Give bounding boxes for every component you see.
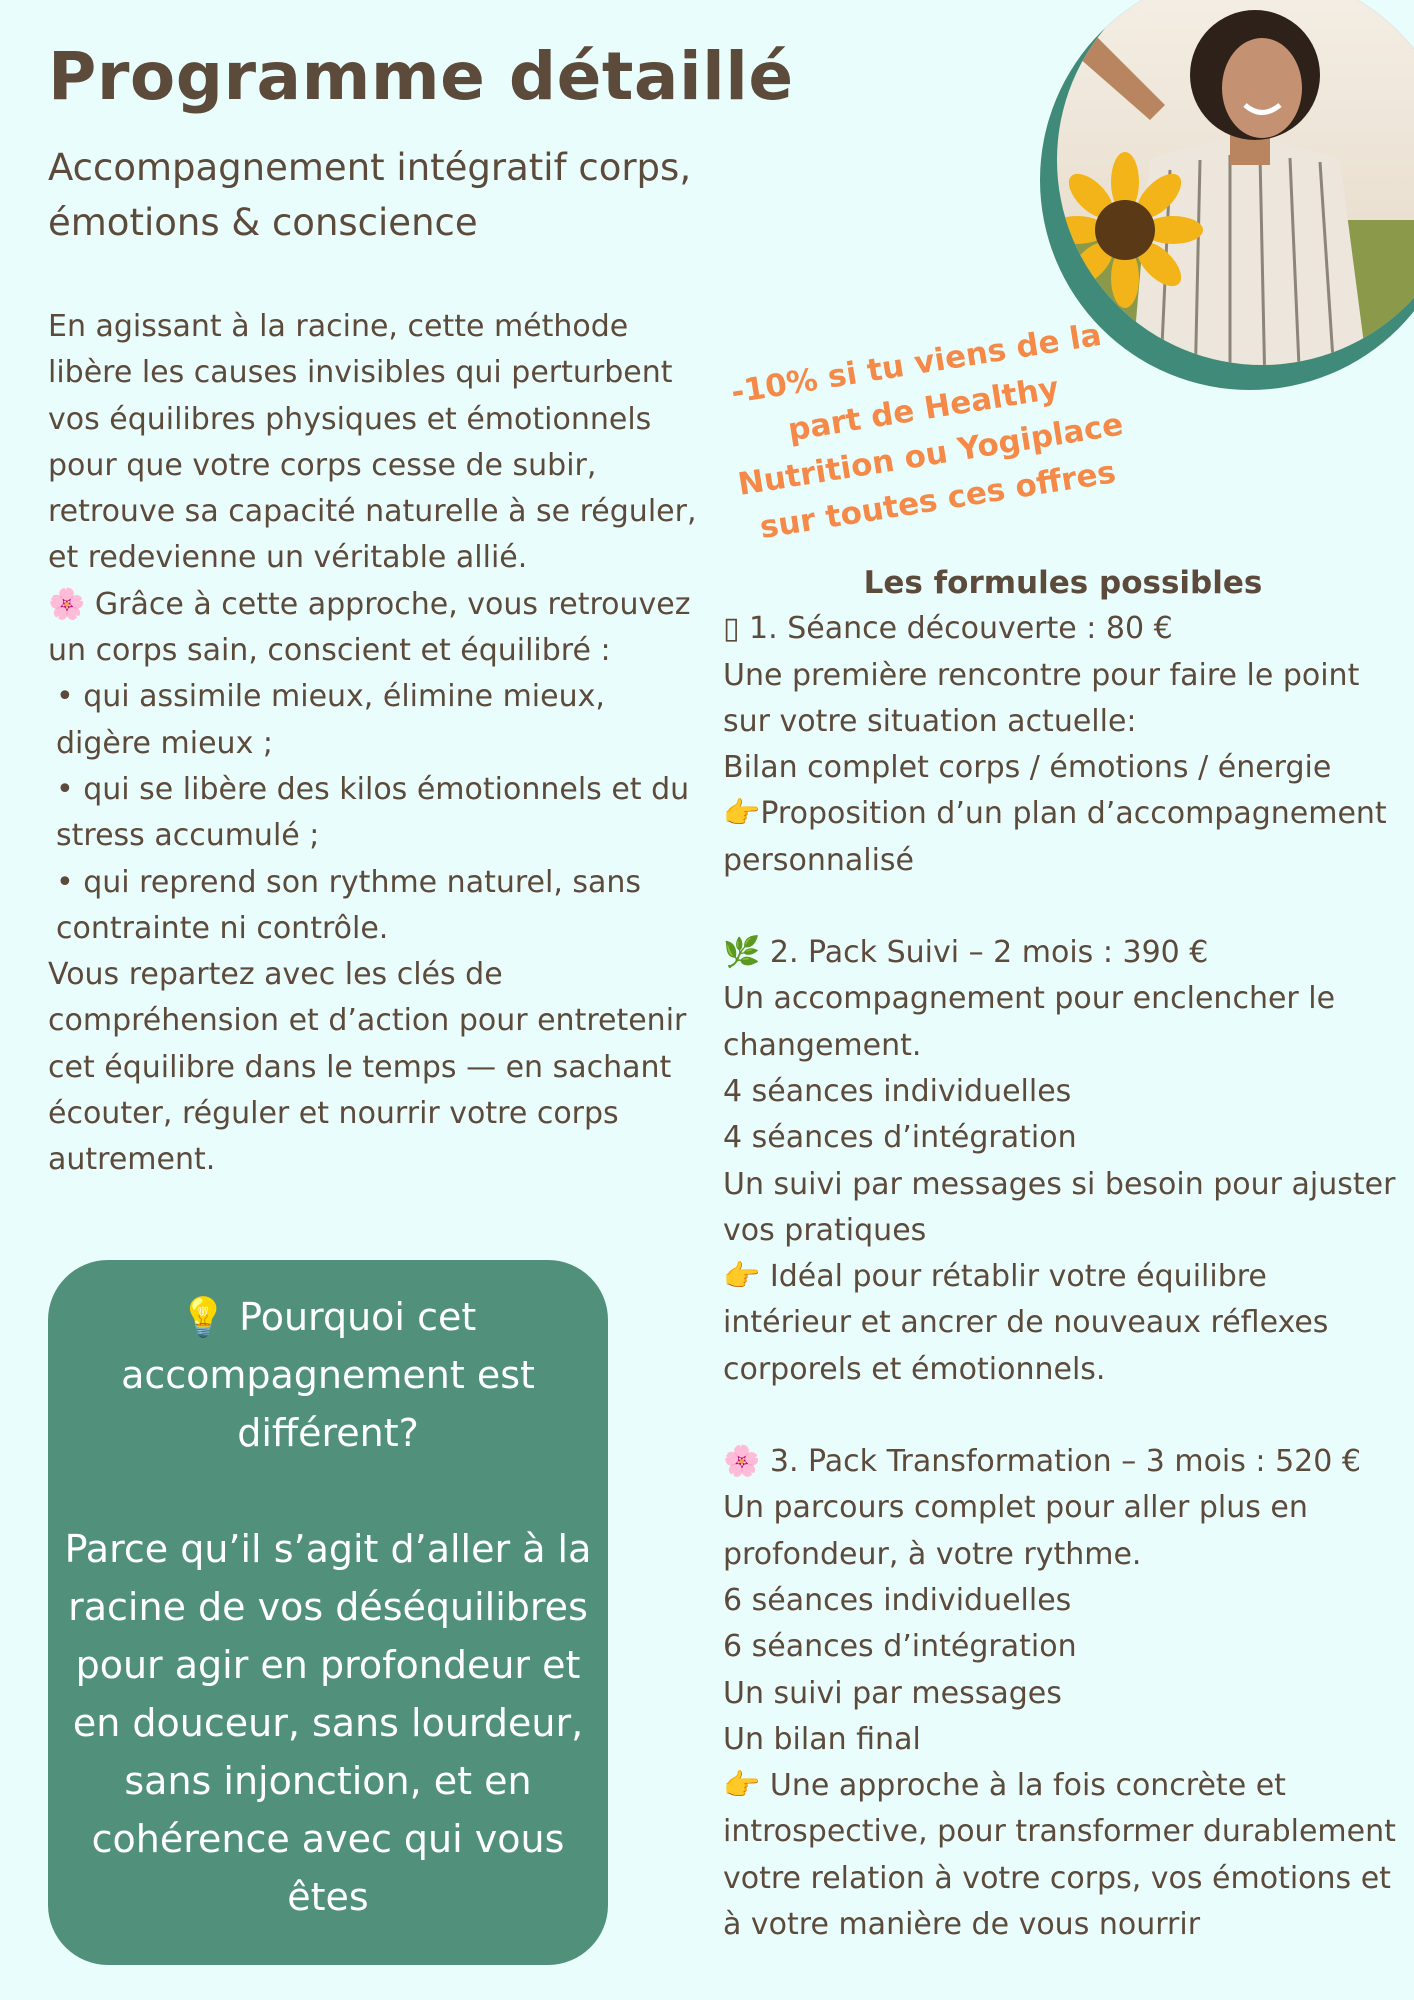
formula-3-line: Un bilan final <box>723 1721 921 1757</box>
page-subtitle: Accompagnement intégratif corps, émotions & conscience <box>48 146 692 244</box>
formulas-heading: Les formules possibles <box>863 565 1263 601</box>
formula-1-title: ▯ 1. Séance découverte : 80 € <box>723 611 1173 647</box>
formula-2-line: 4 séances individuelles <box>723 1073 1072 1109</box>
callout-question: 💡 Pourquoi cet accompagnement est différent? <box>121 1295 535 1455</box>
intro-bullet-2: • qui se libère des kilos émotionnels et du stress accumulé ; <box>56 771 690 854</box>
formula-2-line: Un accompagnement pour enclencher le changement. <box>723 981 1336 1063</box>
formula-3-line: 6 séances d’intégration <box>723 1629 1077 1665</box>
formula-3-line: Un suivi par messages <box>723 1675 1062 1711</box>
page-title: Programme détaillé <box>48 38 794 115</box>
discount-promo: -10% si tu viens de la part de Healthy Nutrition ou Yogiplace sur toutes ces offres <box>728 316 1126 547</box>
formula-3-title: 🌸 3. Pack Transformation – 3 mois : 520 € <box>723 1444 1361 1480</box>
why-different-box <box>48 1260 608 1965</box>
formula-2-line: Un suivi par messages si besoin pour ajuster vos pratiques <box>723 1166 1396 1248</box>
formula-1-line: Une première rencontre pour faire le point sur votre situation actuelle: <box>723 657 1360 739</box>
intro-bullet-1: • qui assimile mieux, élimine mieux, digère mieux ; <box>56 679 605 761</box>
formula-3-line: Un parcours complet pour aller plus en profondeur, à votre rythme. <box>723 1490 1308 1572</box>
intro-paragraph-1: En agissant à la racine, cette méthode libère les causes invisibles qui perturbent vos équilibres physiques et émotionnels pour que votre corps cesse de subir, retrouve sa capacité naturelle à se réguler, et redevienne un véritable allié. <box>48 309 697 576</box>
intro-paragraph-3: Vous repartez avec les clés de compréhension et d’action pour entretenir cet équilibre dans le temps — en sachant écouter, réguler et nourrir votre corps autrement. <box>48 957 687 1178</box>
callout-answer: Parce qu’il s’agit d’aller à la racine de vos déséquilibres pour agir en profondeur et en douceur, sans lourdeur, sans injonction, et en cohérence avec qui vous êtes <box>64 1527 592 1919</box>
formula-2-line: 4 séances d’intégration <box>723 1120 1077 1156</box>
formula-2-title: 🌿 2. Pack Suivi – 2 mois : 390 € <box>723 935 1209 971</box>
intro-paragraph-2: 🌸 Grâce à cette approche, vous retrouvez un corps sain, conscient et équilibré : <box>48 586 691 669</box>
formula-3-line: 👉 Une approche à la fois concrète et introspective, pour transformer durablement votre relation à votre corps, vos émotions et à votre manière de vous nourrir <box>723 1768 1396 1943</box>
formulas-section <box>723 560 1403 1948</box>
formula-2-line: 👉 Idéal pour rétablir votre équilibre intérieur et ancrer de nouveaux réflexes corporels et émotionnels. <box>723 1259 1329 1387</box>
formula-1-line: Bilan complet corps / émotions / énergie <box>723 750 1332 786</box>
intro-section <box>48 304 708 1184</box>
intro-bullet-3: • qui reprend son rythme naturel, sans contrainte ni contrôle. <box>56 864 642 946</box>
formula-1-line: 👉Proposition d’un plan d’accompagnement personnalisé <box>723 796 1387 878</box>
formula-3-line: 6 séances individuelles <box>723 1582 1072 1618</box>
